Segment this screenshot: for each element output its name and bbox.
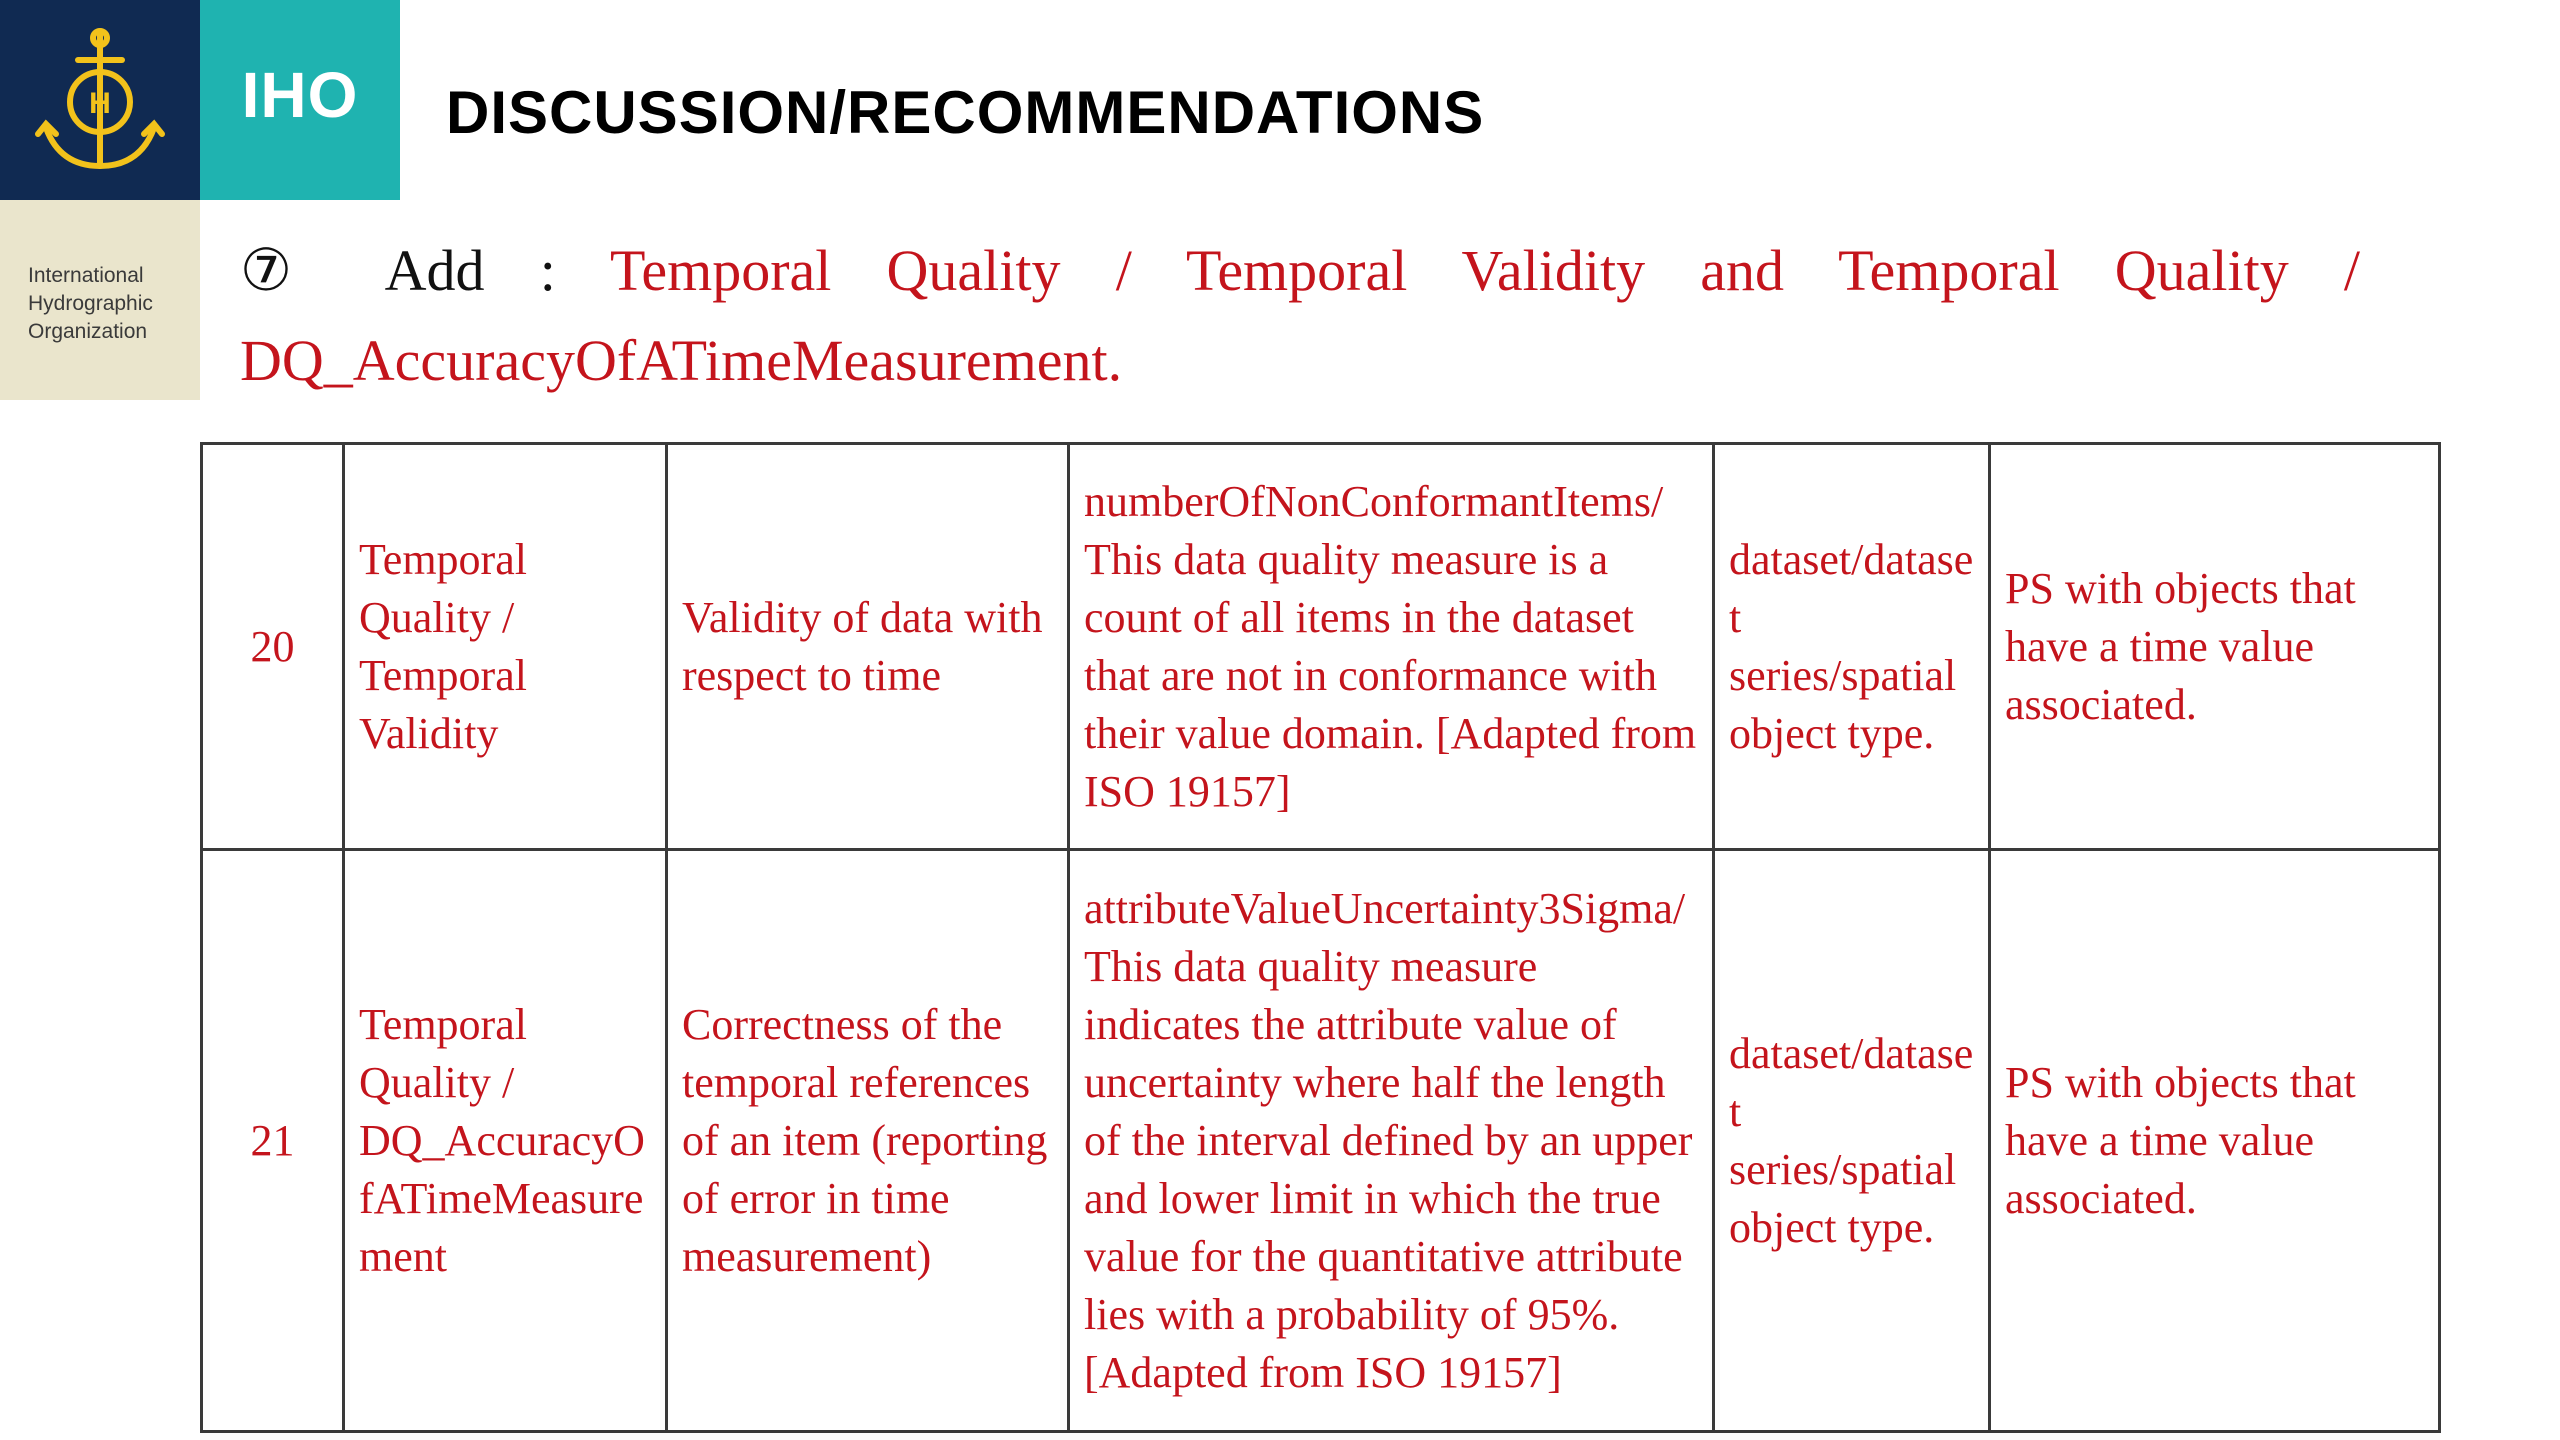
org-name-block bbox=[0, 200, 200, 400]
table-row bbox=[202, 444, 2440, 850]
svg-text:H: H bbox=[89, 87, 111, 120]
intro-marker: ⑦ Add : bbox=[240, 238, 556, 303]
org-name bbox=[28, 262, 198, 346]
remark: PS with objects that have a time value associated. bbox=[1990, 850, 2440, 1432]
remark: PS with objects that have a time value associated. bbox=[1990, 444, 2440, 850]
intro-text: Temporal Quality / Temporal Validity and Temporal Quality / DQ_AccuracyOfATimeMeasurement. bbox=[240, 238, 2361, 393]
page-title: DISCUSSION/RECOMMENDATIONS bbox=[446, 79, 1485, 146]
row-id: 21 bbox=[202, 850, 344, 1432]
org-name-line: Hydrographic bbox=[28, 292, 153, 315]
table-row bbox=[202, 850, 2440, 1432]
quality-element: Temporal Quality / DQ_AccuracyOfATimeMeasurement bbox=[344, 850, 667, 1432]
quality-measure: attributeValueUncertainty3Sigma/ This data quality measure indicates the attribute value of uncertainty where half the length of the interval defined by an upper and lower limit in which the true value for the quantitative attribute lies with a probability of 95%. [Adapted from ISO 19157] bbox=[1069, 850, 1714, 1432]
org-name-line: International bbox=[28, 264, 144, 287]
iho-emblem-block bbox=[0, 0, 200, 200]
element-definition: Correctness of the temporal references of an item (reporting of error in time measurement) bbox=[667, 850, 1069, 1432]
intro-paragraph bbox=[240, 226, 2360, 406]
org-name-line: Organization bbox=[28, 320, 148, 343]
iho-abbr: IHO bbox=[241, 59, 359, 131]
quality-measure: numberOfNonConformantItems/ This data quality measure is a count of all items in the dataset that are not in conformance with their value domain. [Adapted from ISO 19157] bbox=[1069, 444, 1714, 850]
scope: dataset/dataset series/spatial object type. bbox=[1714, 444, 1990, 850]
iho-abbr-block bbox=[200, 0, 400, 200]
scope: dataset/dataset series/spatial object type. bbox=[1714, 850, 1990, 1432]
quality-element: Temporal Quality / Temporal Validity bbox=[344, 444, 667, 850]
row-id: 20 bbox=[202, 444, 344, 850]
element-definition: Validity of data with respect to time bbox=[667, 444, 1069, 850]
data-quality-table bbox=[200, 442, 2441, 1433]
anchor-emblem-icon bbox=[20, 20, 180, 180]
